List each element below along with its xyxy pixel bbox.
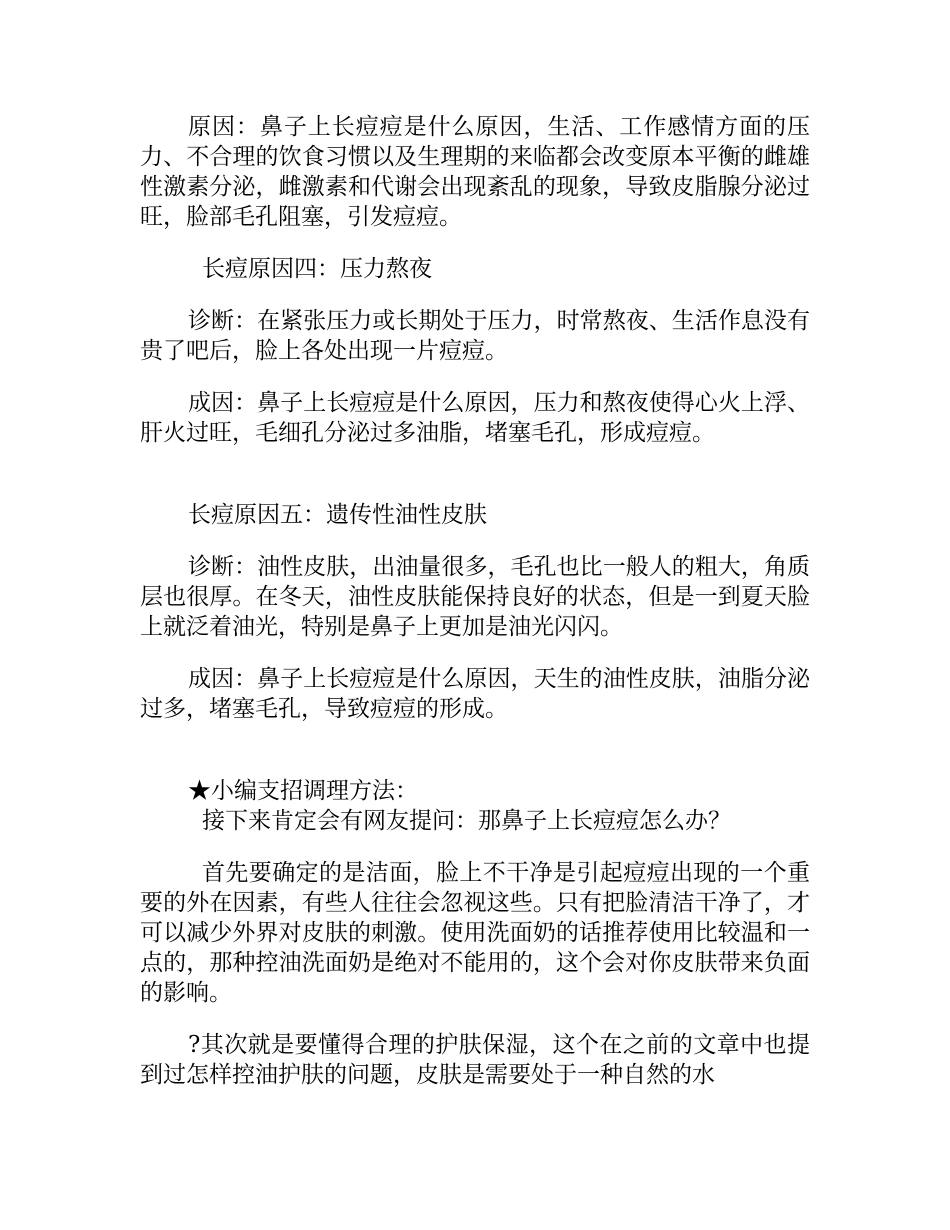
section-heading-care-tips: ★小编支招调理方法： [188,778,418,804]
paragraph-cause-reason-five: 成因：鼻子上长痘痘是什么原因，天生的油性皮肤，油脂分泌过多，堵塞毛孔，导致痘痘的形成。 [140,666,810,722]
paragraph-spacer [140,284,810,306]
section-heading-reason-four: 长痘原因四：压力熬夜 [202,256,432,282]
paragraph-spacer [140,530,810,552]
paragraph-moisturizing-advice: ?其次就是要懂得合理的护肤保湿，这个在之前的文章中也提到过怎样控油护肤的问题，皮肤是需要处于一种自然的水 [140,1032,810,1088]
document-body [140,112,810,1090]
paragraph-cause-reason-four: 成因：鼻子上长痘痘是什么原因，压力和熬夜使得心火上浮、肝火过旺，毛细孔分泌过多油脂，堵塞毛孔，形成痘痘。 [140,390,810,446]
paragraph-cleansing-advice: 首先要确定的是洁面，脸上不干净是引起痘痘出现的一个重要的外在因素，有些人往往会忽视这些。只有把脸清洁干净了，才可以减少外界对皮肤的刺激。使用洗面奶的话推荐使用比较温和一点的，那种控油洗面奶是绝对不能用的，这个会对你皮肤带来负面的影响。 [140,860,810,1006]
paragraph-diagnosis-reason-five: 诊断：油性皮肤，出油量很多，毛孔也比一般人的粗大，角质层也很厚。在冬天，油性皮肤能保持良好的状态，但是一到夏天脸上就泛着油光，特别是鼻子上更加是油光闪闪。 [140,554,810,640]
paragraph-diagnosis-reason-four: 诊断：在紧张压力或长期处于压力，时常熬夜、生活作息没有贵了吧后，脸上各处出现一片痘痘。 [140,308,810,364]
paragraph-spacer [140,448,810,500]
paragraph-spacer [140,232,810,254]
section-heading-reason-five: 长痘原因五：遗传性油性皮肤 [188,502,487,528]
paragraph-spacer [140,366,810,388]
paragraph-spacer [140,1008,810,1030]
paragraph-spacer [140,724,810,776]
paragraph-spacer [140,642,810,664]
paragraph-cause-stress-hormones: 原因：鼻子上长痘痘是什么原因，生活、工作感情方面的压力、不合理的饮食习惯以及生理期的来临都会改变原本平衡的雌雄性激素分泌，雌激素和代谢会出现紊乱的现象，导致皮脂腺分泌过旺，脸部毛孔阻塞，引发痘痘。 [140,114,810,230]
paragraph-question: 接下来肯定会有网友提问：那鼻子上长痘痘怎么办？ [202,808,731,834]
paragraph-spacer [140,836,810,858]
